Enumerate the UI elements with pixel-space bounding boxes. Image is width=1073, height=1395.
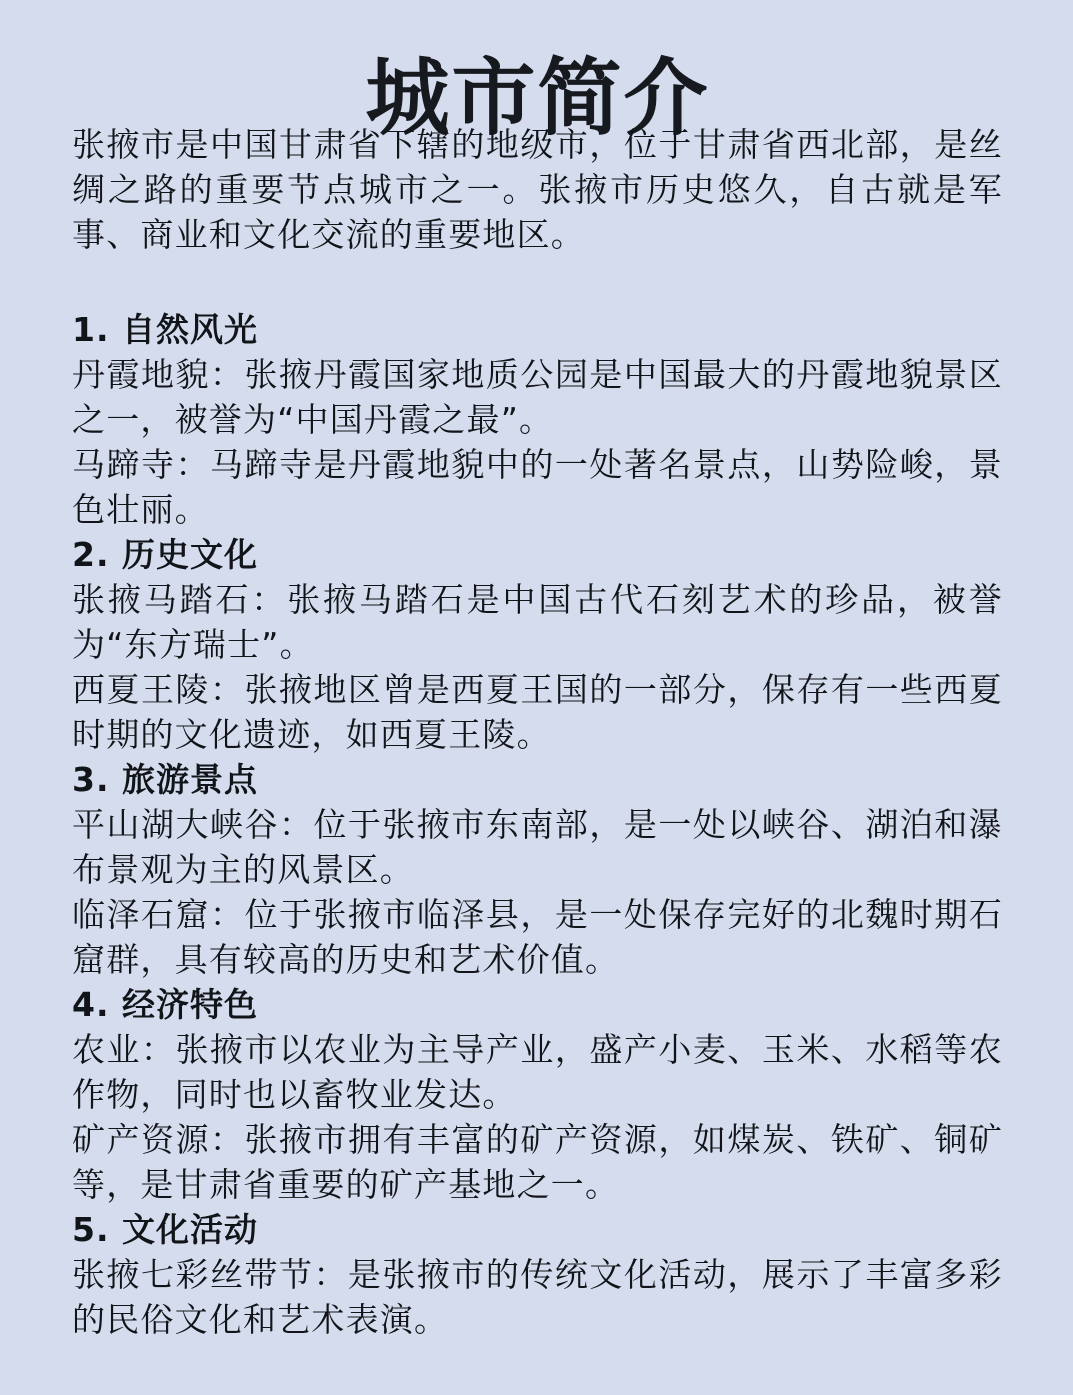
intro-paragraph: 张掖市是中国甘肃省下辖的地级市，位于甘肃省西北部，是丝绸之路的重要节点城市之一。张掖市历史悠久，自古就是军事、商业和文化交流的重要地区。 [72, 125, 1003, 254]
section-economy [72, 982, 1003, 1207]
section-item: 张掖马踏石：张掖马踏石是中国古代石刻艺术的珍品，被誉为“东方瑞士”。 [72, 580, 1003, 664]
section-item: 临泽石窟：位于张掖市临泽县，是一处保存完好的北魏时期石窟群，具有较高的历史和艺术价值。 [72, 895, 1003, 979]
section-item: 丹霞地貌：张掖丹霞国家地质公园是中国最大的丹霞地貌景区之一，被誉为“中国丹霞之最”。 [72, 355, 1003, 439]
section-item: 张掖七彩丝带节：是张掖市的传统文化活动，展示了丰富多彩的民俗文化和艺术表演。 [72, 1255, 1003, 1339]
page-title: 城市简介 [365, 49, 710, 147]
section-heading: 4. 经济特色 [72, 985, 258, 1024]
intro-spacer [72, 257, 1003, 307]
section-heading: 5. 文化活动 [72, 1210, 258, 1249]
section-tourism [72, 757, 1003, 982]
section-heading: 2. 历史文化 [72, 535, 258, 574]
section-item: 矿产资源：张掖市拥有丰富的矿产资源，如煤炭、铁矿、铜矿等，是甘肃省重要的矿产基地之一。 [72, 1120, 1003, 1204]
section-natural [72, 307, 1003, 532]
section-heading: 1. 自然风光 [72, 310, 258, 349]
section-item: 西夏王陵：张掖地区曾是西夏王国的一部分，保存有一些西夏时期的文化遗迹，如西夏王陵。 [72, 670, 1003, 754]
section-item: 平山湖大峡谷：位于张掖市东南部，是一处以峡谷、湖泊和瀑布景观为主的风景区。 [72, 805, 1003, 889]
section-heading: 3. 旅游景点 [72, 760, 258, 799]
section-culture [72, 1207, 1003, 1342]
section-item: 农业：张掖市以农业为主导产业，盛产小麦、玉米、水稻等农作物，同时也以畜牧业发达。 [72, 1030, 1003, 1114]
section-history [72, 532, 1003, 757]
section-item: 马蹄寺：马蹄寺是丹霞地貌中的一处著名景点，山势险峻，景色壮丽。 [72, 445, 1003, 529]
